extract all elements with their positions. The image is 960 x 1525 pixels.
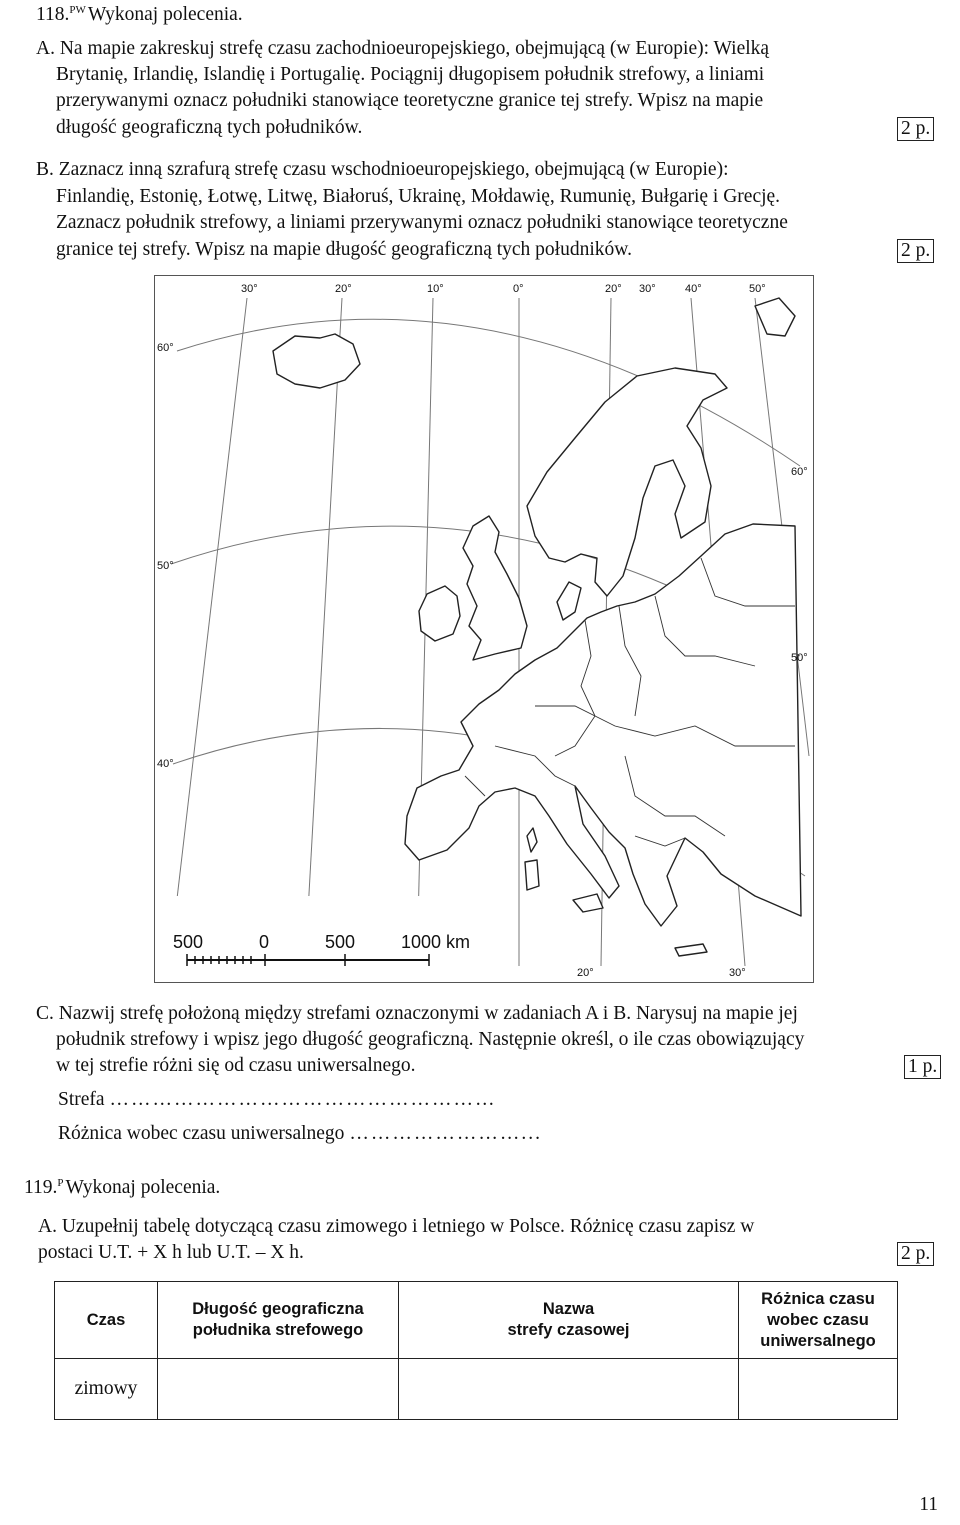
answer-zone-row <box>58 1087 496 1113</box>
part-a-points: 2 p. <box>897 117 934 141</box>
scale-label-500-left: 500 <box>173 932 204 952</box>
scale-label-1000km: 1000 km <box>401 932 471 952</box>
task-119-a-line-1: A. Uzupełnij tabelę dotyczącą czasu zimowego i letniego w Polsce. Różnicę czasu zapisz w <box>38 1216 755 1237</box>
top-labels <box>241 283 766 295</box>
task-119-a-line-2: postaci U.T. + X h lub U.T. – X h. <box>38 1242 304 1263</box>
part-b-points: 2 p. <box>897 239 934 263</box>
scale-bar <box>155 896 485 966</box>
table-row <box>55 1359 898 1420</box>
label-top-0: 0° <box>513 283 524 295</box>
header-roznica: Różnica czasu wobec czasu uniwersalnego <box>739 1282 898 1359</box>
corsica <box>527 828 537 852</box>
label-top-30w: 30° <box>241 283 258 295</box>
bottom-labels <box>577 967 746 979</box>
label-left-50: 50° <box>157 560 174 572</box>
sicily <box>573 894 603 912</box>
label-top-50e: 50° <box>749 283 766 295</box>
label-top-10w: 10° <box>427 283 444 295</box>
label-left-60: 60° <box>157 342 174 354</box>
part-c-line-2: południk strefowy i wpisz jego długość geograficzną. Następnie określ, o ile czas obowiązujący <box>56 1029 805 1050</box>
task-title: Wykonaj polecenia. <box>87 4 243 25</box>
label-top-20e: 20° <box>605 283 622 295</box>
header-dlugosc: Długość geograficzna południka strefowego <box>158 1282 399 1359</box>
label-top-20w: 20° <box>335 283 352 295</box>
part-a-line-3: przerywanymi oznacz południki stanowiące teoretyczne granice tej strefy. Wpisz na mapie <box>56 90 764 111</box>
part-c-points: 1 p. <box>904 1055 941 1079</box>
label-left-40: 40° <box>157 758 174 770</box>
scale-label-0: 0 <box>259 932 270 952</box>
header-nazwa: Nazwa strefy czasowej <box>399 1282 739 1359</box>
answer-zone-dots[interactable]: ……………………………………………… <box>109 1089 497 1110</box>
part-c-line-1: C. Nazwij strefę położoną między strefami oznaczonymi w zadaniach A i B. Narysuj na mapie jej <box>36 1003 798 1024</box>
label-top-30e: 30° <box>639 283 656 295</box>
part-a-line-4: długość geograficzną tych południków. <box>56 117 363 138</box>
part-c-line-3: w tej strefie różni się od czasu uniwersalnego. <box>56 1055 416 1076</box>
part-b-line-4: granice tej strefy. Wpisz na mapie długość geograficzną tych południków. <box>56 239 632 260</box>
level-badge: PW <box>69 4 86 16</box>
denmark <box>557 582 581 620</box>
part-b-line-1: B. Zaznacz inną szrafurą strefę czasu wschodnioeuropejskiego, obejmującą (w Europie): <box>36 159 729 180</box>
task-119-a-points: 2 p. <box>897 1242 934 1266</box>
europe-map <box>154 275 814 983</box>
arctic-island <box>755 298 795 336</box>
cell-dlugosc-zimowy[interactable] <box>158 1359 399 1420</box>
label-bottom-30: 30° <box>729 967 746 979</box>
answer-difference-label: Różnica wobec czasu uniwersalnego <box>58 1123 345 1144</box>
part-b-line-2: Finlandię, Estonię, Łotwę, Litwę, Białoruś, Ukrainę, Mołdawię, Rumunię, Bułgarię i Grecję. <box>56 186 781 207</box>
answer-difference-row <box>58 1121 542 1147</box>
ireland <box>419 586 460 641</box>
answer-zone-label: Strefa <box>58 1089 105 1110</box>
cell-czas-zimowy: zimowy <box>55 1359 158 1420</box>
land <box>273 298 801 956</box>
task-number: 118. <box>36 4 70 25</box>
table-header-row <box>55 1282 898 1359</box>
sardinia <box>525 860 539 890</box>
task-118-header <box>36 2 243 30</box>
part-a-line-2: Brytanię, Irlandię, Islandię i Portugalię. Pociągnij długopisem południk strefowy, a liniami <box>56 64 765 85</box>
task-119-header <box>24 1175 220 1203</box>
part-b-line-3: Zaznacz południk strefowy, a liniami przerywanymi oznacz południki stanowiące teoretyczne <box>56 212 788 233</box>
header-czas: Czas <box>55 1282 158 1359</box>
scale-label-500: 500 <box>325 932 356 952</box>
part-a-line-1: A. Na mapie zakreskuj strefę czasu zachodnioeuropejskiego, obejmującą (w Europie): Wielką <box>36 38 770 59</box>
iceland <box>273 334 360 388</box>
label-right-60: 60° <box>791 466 808 478</box>
answer-difference-dots[interactable]: ……………………... <box>349 1123 542 1144</box>
cell-nazwa-zimowy[interactable] <box>399 1359 739 1420</box>
page-number: 11 <box>919 1494 938 1515</box>
task-title: Wykonaj polecenia. <box>65 1177 221 1198</box>
great-britain <box>463 516 527 660</box>
task-number: 119. <box>24 1177 58 1198</box>
label-right-50: 50° <box>791 652 808 664</box>
time-table <box>54 1281 898 1420</box>
label-bottom-20: 20° <box>577 967 594 979</box>
cell-roznica-zimowy[interactable] <box>739 1359 898 1420</box>
level-badge: P <box>57 1177 64 1189</box>
label-top-40e: 40° <box>685 283 702 295</box>
crete <box>675 944 707 956</box>
